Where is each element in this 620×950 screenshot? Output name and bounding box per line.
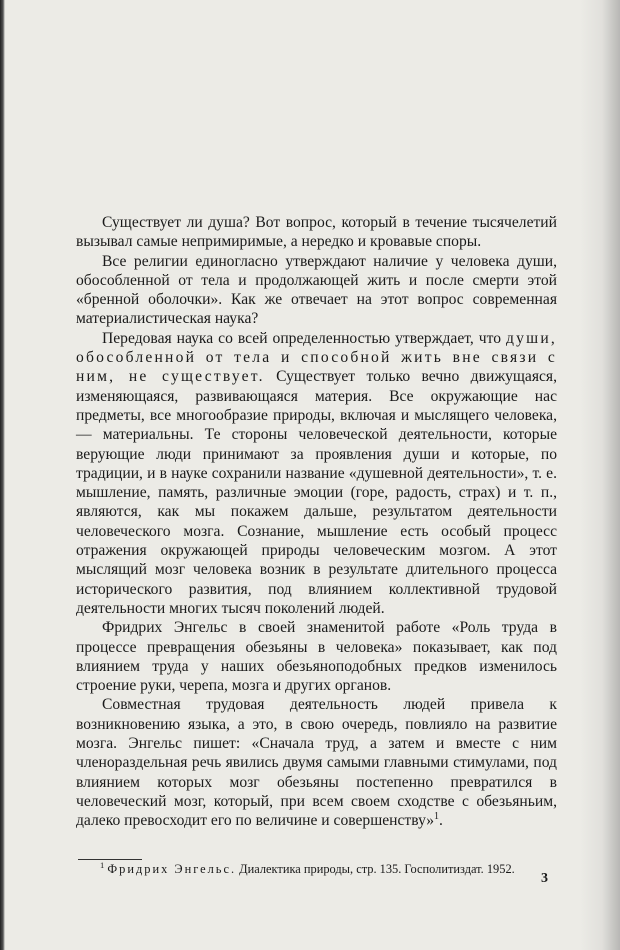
page-right-shadow bbox=[580, 0, 620, 950]
page-binding-edge bbox=[0, 0, 5, 950]
paragraph-2-text: Все религии единогласно утверждают наличие у человека души, обособленной от тела и продолжающей жить и после смерти этой «бренной оболочки». Как же отвечает на этот вопрос современная материалистическая наука? bbox=[76, 252, 557, 328]
footnote-text: Диалектика природы, стр. 135. Госполитиздат. 1952. bbox=[239, 862, 515, 876]
main-text bbox=[76, 213, 557, 831]
paragraph-2 bbox=[76, 252, 557, 329]
paragraph-3 bbox=[76, 329, 557, 618]
page-number: 3 bbox=[541, 871, 548, 886]
footnote-reference: 1 bbox=[434, 811, 440, 823]
footnote bbox=[78, 859, 556, 878]
footnote-number: 1 bbox=[100, 859, 105, 870]
paragraph-1-text: Существует ли душа? Вот вопрос, который в течение тысячелетий вызывал самые непримиримые, а нередко и кровавые споры. bbox=[76, 214, 557, 251]
paragraph-3-spaced-emphasis: души, обособленной от тела и способной жить вне связи с ним, не существует. bbox=[76, 329, 557, 386]
paragraph-3-lead: Передовая наука со всей определенностью утверждает, что bbox=[102, 329, 502, 347]
paragraph-1 bbox=[76, 213, 557, 252]
paragraph-4-text: Фридрих Энгельс в своей знаменитой работе «Роль труда в процессе превращения обезьяны в человека» показывает, как под влиянием труда у наших обезьяноподобных предков изменилось строение руки, черепа, мозга и других органов. bbox=[76, 619, 557, 695]
paragraph-5-text: Совместная трудовая деятельность людей привела к возникновению языка, а это, в свою очередь, повлияло на развитие мозга. Энгельс пишет: «Сначала труд, а затем и вместе с ним членораздельная речь явились двумя самыми главными стимулами, под влиянием которых мозг обезьяны постепенно превратился в человеческий мозг, который, при всем своем сходстве с обезьяньим, далеко превосходит его по величине и совершенству» bbox=[76, 696, 557, 830]
footnote-divider bbox=[78, 859, 142, 860]
paragraph-5-tail: . bbox=[439, 812, 443, 830]
footnote-author: Фридрих Энгельс. bbox=[107, 862, 237, 876]
paragraph-5 bbox=[76, 695, 557, 830]
paragraph-4 bbox=[76, 618, 557, 695]
paragraph-3-rest: Существует только вечно движущаяся, изменяющаяся, развивающаяся материя. Все окружающие нас предметы, все многообразие природы, включая и мыслящего человека,— материальны. Те стороны человеческой деятельности, которые верующие люди принимают за проявления души и которые, по традиции, и в науке сохранили название «душевной деятельности», т. е. мышление, память, различные эмоции (горе, радость, страх) и т. п., являются, как мы покажем дальше, результатом деятельности человеческого мозга. Сознание, мышление есть особый процесс отражения окружающей природы человеческим мозгом. А этот мыслящий мозг человека возник в результате длительного процесса исторического развития, под влиянием коллективной трудовой деятельности многих тысяч поколений людей. bbox=[76, 368, 557, 617]
